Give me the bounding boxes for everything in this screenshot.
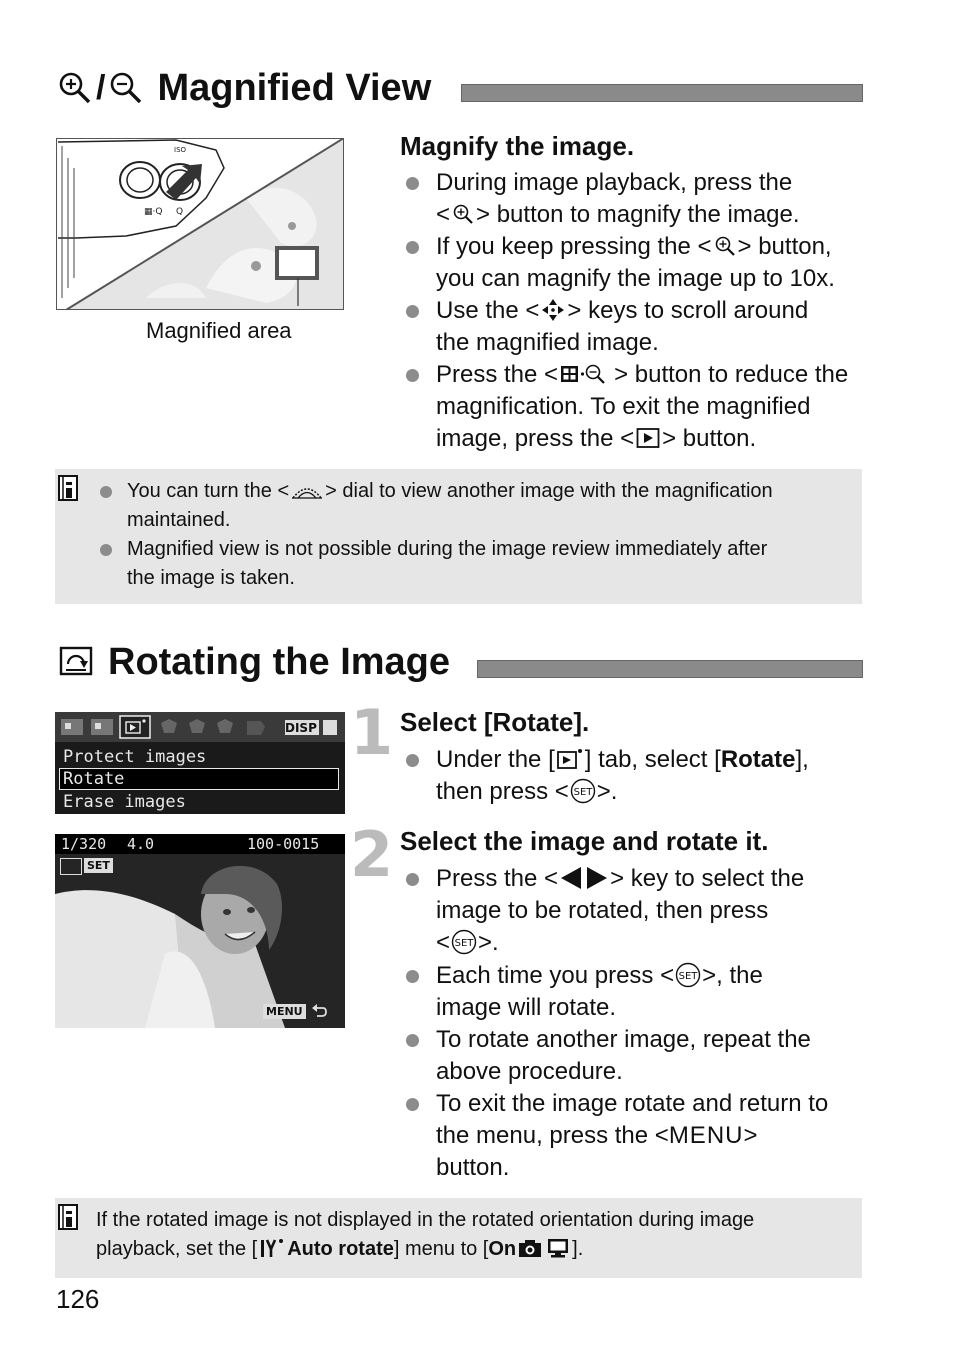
note-item bbox=[96, 1206, 856, 1264]
bullet-item bbox=[436, 295, 866, 359]
note-line: maintained. bbox=[127, 509, 231, 531]
menu-indicator: MENU bbox=[263, 1004, 306, 1019]
return-icon bbox=[311, 1004, 327, 1019]
bullet-line: Under the [ ] tab, select [Rotate], bbox=[436, 746, 809, 773]
svg-text:SET: SET bbox=[678, 970, 698, 982]
magnify-icon bbox=[58, 71, 92, 105]
menu-item-erase[interactable]: Erase images bbox=[63, 792, 186, 812]
bullet-dot bbox=[406, 754, 419, 767]
section-title-rotating bbox=[58, 640, 450, 684]
magnify-icon bbox=[452, 203, 474, 225]
bullet-line: < SET >. bbox=[436, 929, 499, 956]
set-button-icon bbox=[675, 962, 701, 988]
subhead-select-image: Select the image and rotate it. bbox=[400, 826, 769, 856]
index-reduce-icon bbox=[560, 363, 612, 385]
bullet-item bbox=[436, 744, 866, 808]
bullet-item bbox=[436, 863, 866, 959]
bullet-line: you can magnify the image up to 10x. bbox=[436, 265, 835, 292]
file-number: 100-0015 bbox=[247, 835, 320, 853]
camera-button-illustration bbox=[56, 138, 344, 310]
note-line: You can turn the < > dial to view another image with the magnification bbox=[127, 480, 773, 502]
bullet-item bbox=[436, 960, 866, 1024]
bullet-line: Use the < > keys to scroll around bbox=[436, 297, 809, 324]
set-button-icon bbox=[451, 929, 477, 955]
bullet-line: To rotate another image, repeat the bbox=[436, 1026, 811, 1053]
menu-screen bbox=[55, 712, 345, 814]
playback-tab-icon bbox=[556, 747, 584, 771]
computer-icon bbox=[546, 1238, 570, 1258]
bullet-line: the magnified image. bbox=[436, 329, 659, 356]
bullet-line: image, press the < > button. bbox=[436, 425, 757, 452]
aperture: 4.0 bbox=[127, 835, 155, 853]
bullet-item bbox=[436, 167, 866, 231]
bullet-line: button. bbox=[436, 1154, 510, 1181]
bullet-line: Press the < > button to reduce the bbox=[436, 361, 849, 388]
note-icon bbox=[57, 1203, 79, 1233]
bullet-line: above procedure. bbox=[436, 1058, 623, 1085]
note-line: the image is taken. bbox=[127, 567, 295, 589]
step-number: 2 bbox=[350, 818, 394, 891]
bullet-line: image to be rotated, then press bbox=[436, 897, 769, 924]
title-rule bbox=[477, 660, 863, 678]
rotate-indicator-icon bbox=[60, 858, 82, 875]
bullet-line: If you keep pressing the < > button, bbox=[436, 233, 832, 260]
page-number: 126 bbox=[56, 1284, 100, 1314]
menu-button-label: MENU bbox=[668, 1122, 744, 1149]
section-title-text: Magnified View bbox=[157, 67, 432, 109]
portrait-photo bbox=[55, 854, 345, 1028]
bullet-item bbox=[436, 1024, 866, 1088]
bullet-dot bbox=[406, 873, 419, 886]
note-item bbox=[127, 477, 857, 535]
bullet-item bbox=[436, 1088, 866, 1184]
shutter-speed: 1/320 bbox=[61, 835, 107, 853]
menu-item-rotate[interactable]: Rotate bbox=[63, 769, 125, 789]
note-item bbox=[127, 535, 857, 593]
bullet-item bbox=[436, 231, 866, 295]
bullet-line: then press < SET >. bbox=[436, 778, 618, 805]
setup-tab-icon bbox=[259, 1237, 285, 1259]
bullet-dot bbox=[100, 544, 112, 556]
bullet-dot bbox=[406, 177, 419, 190]
bullet-dot bbox=[100, 486, 112, 498]
disp-label: DISP bbox=[285, 721, 317, 735]
bullet-line: Each time you press < SET >, the bbox=[436, 962, 763, 989]
bullet-line: During image playback, press the bbox=[436, 169, 793, 196]
slash-separator: / bbox=[96, 69, 106, 107]
svg-text:Q: Q bbox=[176, 207, 184, 217]
bullet-line: the menu, press the <MENU> bbox=[436, 1122, 758, 1149]
bullet-line: magnification. To exit the magnified bbox=[436, 393, 811, 420]
note-icon bbox=[57, 474, 79, 504]
magnify-icon bbox=[714, 235, 736, 257]
svg-text:ISO: ISO bbox=[174, 146, 187, 154]
illustration-caption: Magnified area bbox=[146, 318, 292, 343]
svg-text:SET: SET bbox=[573, 786, 593, 798]
left-right-keys-icon bbox=[559, 866, 609, 890]
reduce-icon bbox=[109, 71, 143, 105]
photo-screen bbox=[55, 834, 345, 1028]
bullet-dot bbox=[406, 305, 419, 318]
step-number: 1 bbox=[350, 696, 394, 769]
subhead-magnify: Magnify the image. bbox=[400, 131, 635, 161]
bullet-dot bbox=[406, 1098, 419, 1111]
bullet-line: Press the < > key to select the bbox=[436, 865, 805, 892]
rotate-icon bbox=[58, 644, 94, 680]
note-line: playback, set the [ Auto rotate] menu to [On ]. bbox=[96, 1238, 584, 1260]
bullet-dot bbox=[406, 1034, 419, 1047]
bullet-dot bbox=[406, 369, 419, 382]
svg-text:▦·Q: ▦·Q bbox=[144, 207, 163, 217]
playback-icon bbox=[636, 427, 660, 449]
note-line: Magnified view is not possible during the image review immediately after bbox=[127, 538, 768, 560]
set-button-icon bbox=[570, 778, 596, 804]
camera-icon bbox=[518, 1238, 542, 1258]
bullet-line: image will rotate. bbox=[436, 994, 617, 1021]
set-indicator: SET bbox=[84, 858, 113, 873]
bullet-dot bbox=[406, 241, 419, 254]
main-dial-icon bbox=[290, 480, 324, 500]
cross-keys-icon bbox=[541, 298, 565, 322]
title-rule bbox=[461, 84, 863, 102]
svg-text:SET: SET bbox=[454, 937, 474, 949]
subhead-select-rotate: Select [Rotate]. bbox=[400, 707, 590, 737]
bullet-line: < > button to magnify the image. bbox=[436, 201, 800, 228]
section-title-magnified-view bbox=[58, 66, 431, 110]
bullet-dot bbox=[406, 970, 419, 983]
bullet-line: To exit the image rotate and return to bbox=[436, 1090, 829, 1117]
bullet-item bbox=[436, 359, 866, 455]
note-line: If the rotated image is not displayed in the rotated orientation during image bbox=[96, 1209, 755, 1231]
section-title-text: Rotating the Image bbox=[108, 641, 451, 683]
menu-item-protect[interactable]: Protect images bbox=[63, 747, 207, 767]
